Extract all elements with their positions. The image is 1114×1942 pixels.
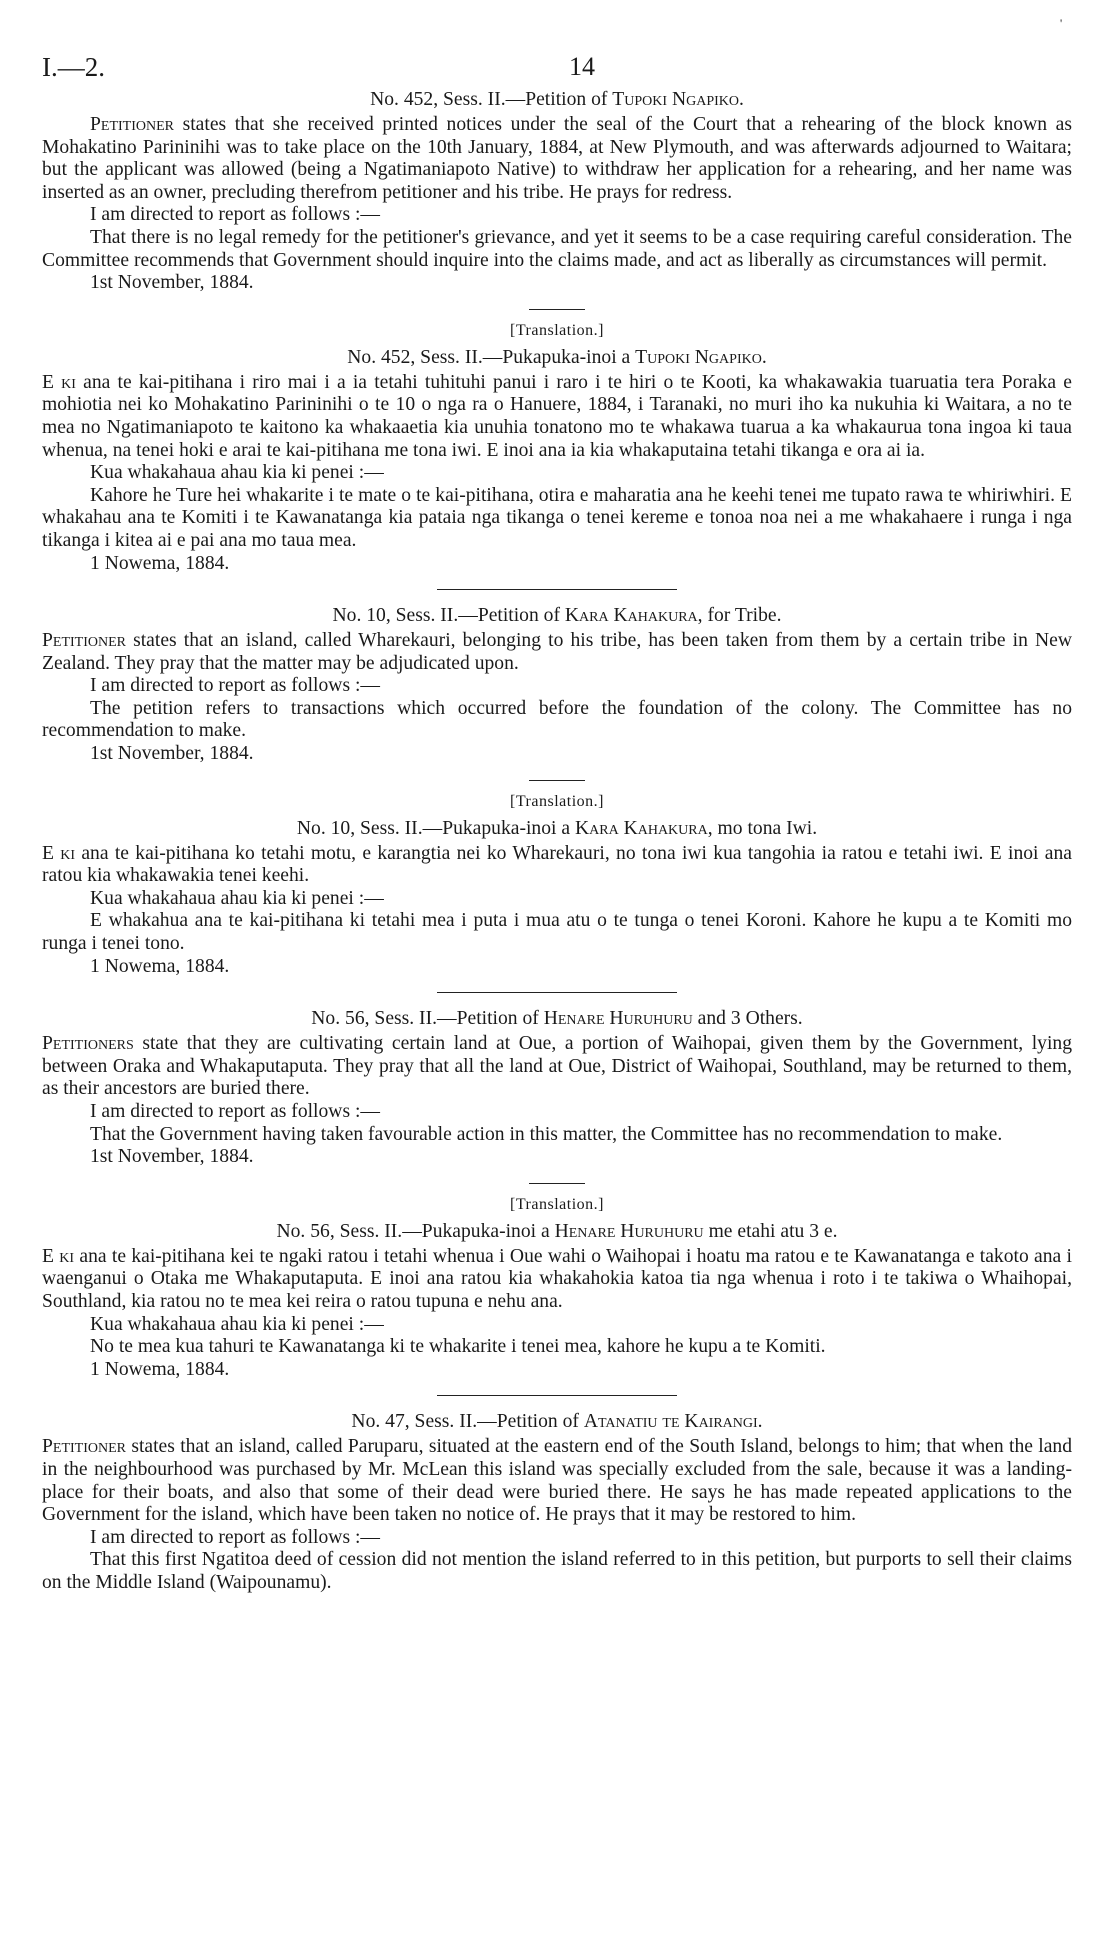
divider-long <box>437 589 677 590</box>
directed-line: I am directed to report as follows :— <box>90 1526 381 1548</box>
petition-title: No. 452, Sess. II.—Pukapuka-inoi a Tupoki Ngapiko. <box>347 346 767 368</box>
committee-report: E whakahua ana te kai-pitihana ki tetahi mea i puta i mua atu o te tunga o tenei Koroni. Kahore he kupu a te Komiti mo runga i tenei tono. <box>42 910 1072 955</box>
committee-report: No te mea kua tahuri te Kawanatanga ki te whakarite i tenei mea, kahore he kupu a te Komiti. <box>90 1336 826 1358</box>
petition-title: No. 10, Sess. II.—Petition of Kara Kahakura, for Tribe. <box>332 605 782 627</box>
translation-label: [Translation.] <box>510 792 604 810</box>
petition-452-translation <box>42 318 1072 575</box>
petition-title: No. 452, Sess. II.—Petition of Tupoki Ngapiko. <box>370 89 744 110</box>
petition-10-english <box>42 602 1072 766</box>
page-header <box>42 16 1072 86</box>
directed-line: Kua whakahaua ahau kia ki penei :— <box>90 462 384 484</box>
committee-report: Kahore he Ture hei whakarite i te mate o te kai-pitihana, otira e maharatia ana he keehi tenei me tupato rawa te whiriwhiri. E whakahau ana te Komiti i te Kawanatanga kia pataia nga tikanga o tenei kereme e tonoa noa nei a me whakahaere i runga i nga tikanga i kitea ai e pai ana mo taua mea. <box>42 484 1072 551</box>
directed-line: Kua whakahaua ahau kia ki penei :— <box>90 887 384 909</box>
report-date: 1st November, 1884. <box>90 1146 254 1168</box>
report-date: 1st November, 1884. <box>90 743 254 765</box>
petition-56-english <box>42 1005 1072 1169</box>
petition-body: Petitioner states that she received printed notices under the seal of the Court that a rehearing of the block known as Mohakatino Parininihi was to take place on the 10th January, 1884, at New Plymouth, and was afterwards adjourned to Waitara; but the applicant was allowed (being a Ngatimaniapoto Native) to withdraw her application for a rehearing, and her name was inserted as an owner, precluding therefrom petitioner and his tribe. He prays for redress. <box>42 114 1072 203</box>
directed-line: I am directed to report as follows :— <box>90 1101 381 1122</box>
petition-body: E ki ana te kai-pitihana kei te ngaki ratou i tetahi whenua i Oue wahi o Waihopai i hoatu ma ratou e te Kawanatanga e takoto ana i waenganui o Otaka me Whakaputaputa. E inoi ana ratou kia whakahokia katoa tia nga whenua i roto i te takiwa o Whaihopai, Southland, kia ratou no te mea kei reira o ratou tupuna e nehu ana. <box>42 1245 1072 1312</box>
report-date: 1 Nowema, 1884. <box>90 955 230 977</box>
directed-line: I am directed to report as follows :— <box>90 675 381 697</box>
petition-47-english <box>42 1408 1072 1594</box>
petition-title: No. 56, Sess. II.—Pukapuka-inoi a Henare Huruhuru me etahi atu 3 e. <box>276 1220 838 1242</box>
petition-title: No. 47, Sess. II.—Petition of Atanatiu te Kairangi. <box>351 1411 763 1433</box>
page-number: 14 <box>569 52 595 81</box>
directed-line: Kua whakahaua ahau kia ki penei :— <box>90 1313 384 1335</box>
petition-body: E ki ana te kai-pitihana ko tetahi motu, e karangtia nei ko Wharekauri, no tona iwi kua tangohia ia ratou e tetahi iwi. E inoi ana ratou kia whakawakia tenei keehi. <box>42 842 1072 887</box>
divider-long <box>437 1395 677 1396</box>
petition-body: Petitioners state that they are cultivating certain land at Oue, a portion of Waihopai, given them by the Government, lying between Oraka and Whakaputaputa. They pray that all the land at Oue, District of Waihopai, Southland, may be returned to them, as their ancestors are buried there. <box>42 1033 1072 1100</box>
report-date: 1st November, 1884. <box>90 272 254 294</box>
committee-report: The petition refers to transactions which occurred before the foundation of the colony. The Committee has no recommendation to make. <box>42 697 1072 742</box>
series-code: I.—2. <box>42 52 105 82</box>
report-date: 1 Nowema, 1884. <box>90 1358 230 1380</box>
divider-short <box>529 309 585 310</box>
directed-line: I am directed to report as follows :— <box>90 204 381 226</box>
divider-long <box>437 992 677 993</box>
document-page <box>42 16 1072 1595</box>
petition-body: E ki ana te kai-pitihana i riro mai i a ia tetahi tuhituhi panui i raro i te hiri o te Kooti, ka whakawakia tuaruatia tera Poraka e mohiotia nei ko Mohakatino Parininihi o te 10 o nga ra o Hanuere, 1884, i Taranaki, no muri iho ka nukuhia ki Waitara, a no te mea no Ngatimaniapoto te kaitono ka whakaaetia kia unuhia tonatono mo te whakawa tuarua a ka whakaurua tona ingoa ki taua whenua, na tenei hoki e arai te kai-pitihana me tona iwi. E inoi ana ia kia whakaputaina tetahi tikanga e ora ai ia. <box>42 371 1072 461</box>
petition-56-translation <box>42 1192 1072 1382</box>
committee-report: That this first Ngatitoa deed of cession did not mention the island referred to in this petition, but purports to sell their claims on the Middle Island (Waipounamu). <box>42 1549 1072 1593</box>
divider-short <box>529 780 585 781</box>
petition-10-translation <box>42 789 1072 979</box>
committee-report: That the Government having taken favourable action in this matter, the Committee has no recommendation to make. <box>90 1123 1003 1145</box>
divider-short <box>529 1183 585 1184</box>
petition-452-english <box>42 86 1072 295</box>
petition-body: Petitioner states that an island, called Paruparu, situated at the eastern end of the South Island, belongs to him; that when the land in the neighbourhood was purchased by Mr. McLean this island was specially excluded from the sale, because it was a landing-place for their boats, and also that some of their dead were buried there. He says he has made repeated applications to the Government for the island, which have been taken no notice of. He prays that it may be restored to him. <box>42 1436 1072 1526</box>
corner-mark: ' <box>1060 16 1063 30</box>
translation-label: [Translation.] <box>510 1195 604 1213</box>
petition-title: No. 10, Sess. II.—Pukapuka-inoi a Kara Kahakura, mo tona Iwi. <box>296 817 818 839</box>
petition-title: No. 56, Sess. II.—Petition of Henare Huruhuru and 3 Others. <box>311 1008 803 1030</box>
report-date: 1 Nowema, 1884. <box>90 552 230 574</box>
translation-label: [Translation.] <box>510 321 604 339</box>
petition-body: Petitioner states that an island, called Wharekauri, belonging to his tribe, has been taken from them by a certain tribe in New Zealand. They pray that the matter may be adjudicated upon. <box>42 630 1072 674</box>
committee-report: That there is no legal remedy for the petitioner's grievance, and yet it seems to be a case requiring careful consideration. The Committee recommends that Government should inquire into the claims made, and act as liberally as circumstances will permit. <box>42 226 1072 271</box>
